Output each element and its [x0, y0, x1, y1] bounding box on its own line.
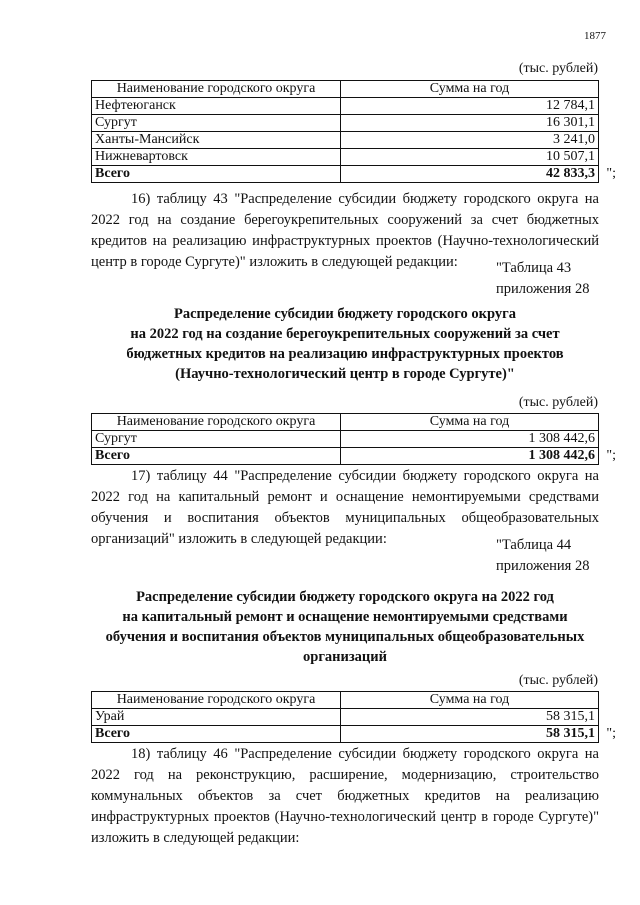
heading-line: Распределение субсидии бюджету городского округа	[174, 306, 516, 322]
table-44-reference	[496, 535, 589, 577]
table-header-row	[92, 692, 599, 709]
total-amount: 1 308 442,6	[528, 448, 595, 463]
column-header-amount: Сумма на год	[341, 81, 599, 98]
table-total-row	[92, 726, 599, 743]
table-43-heading	[70, 304, 620, 384]
table-44-heading	[70, 587, 620, 667]
table-row	[92, 115, 599, 132]
table-header-row	[92, 414, 599, 431]
table-43-reference	[496, 258, 589, 300]
row-name: Ханты-Мансийск	[92, 132, 341, 149]
paragraph-16: 16) таблицу 43 "Распределение субсидии бюджету городского округа на 2022 год на создание берегоукрепительных сооружений за счет бюджетных кредитов на реализацию инфраструктурных проектов (Научно-технологический центр в городе Сургуте)" изложить в следующей редакции:	[91, 191, 599, 270]
closing-quote: ";	[606, 726, 616, 741]
total-label: Всего	[92, 448, 341, 465]
subsidy-table-1	[91, 80, 616, 183]
total-label: Всего	[92, 166, 341, 183]
column-header-amount: Сумма на год	[341, 692, 599, 709]
table-row	[92, 431, 599, 448]
unit-label: (тыс. рублей)	[518, 673, 598, 688]
table-ref-line: приложения 28	[496, 558, 590, 574]
table-total-row	[92, 448, 599, 465]
table-row	[92, 709, 599, 726]
row-amount: 10 507,1	[341, 149, 599, 166]
row-amount: 3 241,0	[341, 132, 599, 149]
closing-quote: ";	[606, 166, 616, 181]
table-ref-line: "Таблица 44	[496, 537, 572, 553]
paragraph-17: 17) таблицу 44 "Распределение субсидии бюджету городского округа на 2022 год на капитальный ремонт и оснащение немонтируемыми средствами обучения и воспитания объектов муниципальных общеобразовательных организаций" изложить в следующей редакции:	[91, 468, 599, 547]
table-row	[92, 98, 599, 115]
total-amount-cell	[341, 726, 616, 743]
total-amount-cell	[341, 166, 616, 183]
column-header-name: Наименование городского округа	[92, 81, 341, 98]
row-amount: 58 315,1	[341, 709, 599, 726]
total-label: Всего	[92, 726, 341, 743]
row-amount: 12 784,1	[341, 98, 599, 115]
column-header-amount: Сумма на год	[341, 414, 599, 431]
row-name: Нижневартовск	[92, 149, 341, 166]
unit-label: (тыс. рублей)	[518, 61, 598, 76]
table-ref-line: "Таблица 43	[496, 260, 572, 276]
total-amount-cell	[341, 448, 616, 465]
total-amount: 58 315,1	[546, 726, 595, 741]
row-name: Сургут	[92, 115, 341, 132]
column-header-name: Наименование городского округа	[92, 692, 341, 709]
subsidy-table-44	[91, 691, 616, 743]
heading-line: на 2022 год на создание берегоукрепительных сооружений за счет	[130, 326, 560, 342]
heading-line: на капитальный ремонт и оснащение немонтируемыми средствами	[122, 609, 568, 625]
table-total-row	[92, 166, 599, 183]
table-row	[92, 132, 599, 149]
table-row	[92, 149, 599, 166]
table-ref-line: приложения 28	[496, 281, 590, 297]
closing-quote: ";	[606, 448, 616, 463]
heading-line: организаций	[303, 649, 387, 665]
row-name: Урай	[92, 709, 341, 726]
page-number: 1877	[584, 30, 606, 42]
subsidy-table-43	[91, 413, 616, 465]
heading-line: бюджетных кредитов на реализацию инфраструктурных проектов	[126, 346, 564, 362]
heading-line: (Научно-технологический центр в городе Сургуте)"	[175, 366, 515, 382]
total-amount: 42 833,3	[546, 166, 595, 181]
table-header-row	[92, 81, 599, 98]
row-amount: 16 301,1	[341, 115, 599, 132]
heading-line: Распределение субсидии бюджету городского округа на 2022 год	[136, 589, 554, 605]
row-name: Нефтеюганск	[92, 98, 341, 115]
row-amount: 1 308 442,6	[341, 431, 599, 448]
unit-label: (тыс. рублей)	[518, 395, 598, 410]
heading-line: обучения и воспитания объектов муниципальных общеобразовательных	[105, 629, 585, 645]
row-name: Сургут	[92, 431, 341, 448]
paragraph-18: 18) таблицу 46 "Распределение субсидии бюджету городского округа на 2022 год на реконструкцию, расширение, модернизацию, строительство коммунальных объектов за счет бюджетных кредитов на реализацию инфраструктурных проектов (Научно-технологический центр в городе Сургуте)" изложить в следующей редакции:	[91, 746, 599, 846]
column-header-name: Наименование городского округа	[92, 414, 341, 431]
